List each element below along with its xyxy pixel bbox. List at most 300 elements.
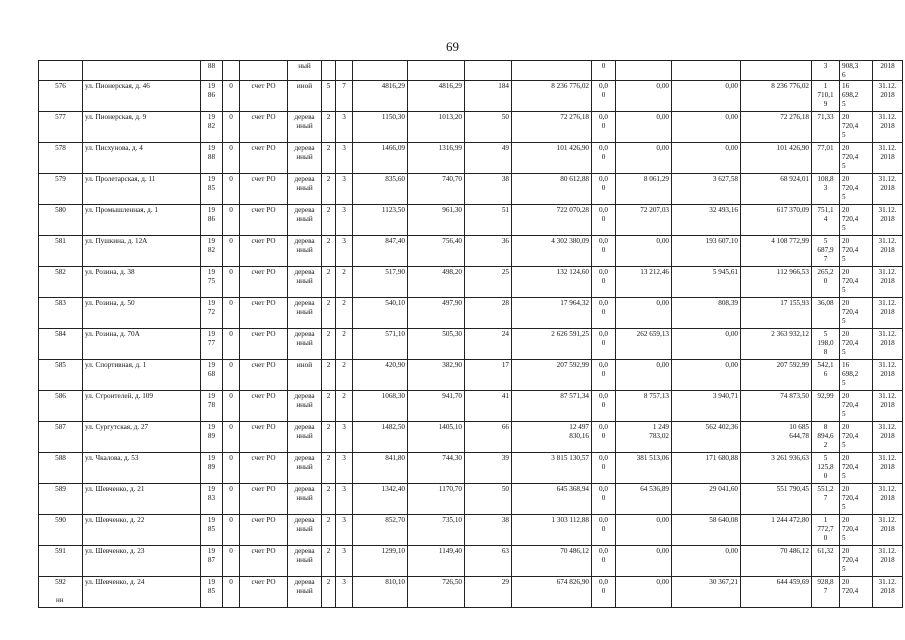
total-area-cell: 1466,09 <box>353 143 408 174</box>
page-number: 69 <box>446 39 459 54</box>
table-row <box>39 391 903 422</box>
entrances-cell: 2 <box>336 329 353 360</box>
entrances-cell: 3 <box>336 453 353 484</box>
living-area-cell: 1316,99 <box>408 143 465 174</box>
wall-material-cell: дерева нный <box>288 329 322 360</box>
total-cost-cell: 101 426,90 <box>512 143 592 174</box>
table-row <box>39 174 903 205</box>
commission-year-cell: 19 68 <box>201 360 223 391</box>
year-cell-cell: 0 <box>223 546 240 577</box>
year-cell-cell: 0 <box>223 484 240 515</box>
limit-cost-cell: 16 698,2 5 <box>840 81 873 112</box>
commission-year-cell: 19 83 <box>201 484 223 515</box>
limit-cost-cell: 20 720,4 <box>840 577 873 608</box>
table-row <box>39 422 903 453</box>
address-cell: ул. Шевченко, д. 22 <box>83 515 201 546</box>
funds-share-1-cell: 0,00 <box>616 112 672 143</box>
address-cell <box>83 61 201 81</box>
completion-date-cell: 31.12. 2018 <box>873 112 903 143</box>
commission-year-cell: 88 <box>201 61 223 81</box>
commission-year-cell: 19 85 <box>201 515 223 546</box>
commission-year-cell: 19 89 <box>201 422 223 453</box>
funds-share-3-cell <box>741 61 812 81</box>
address-cell: ул. Шевченко, д. 23 <box>83 546 201 577</box>
residents-cell: 17 <box>465 360 512 391</box>
entrances-cell: 3 <box>336 515 353 546</box>
funds-share-3-cell: 207 592,99 <box>741 360 812 391</box>
year-cell-cell: 0 <box>223 391 240 422</box>
residents-cell: 50 <box>465 112 512 143</box>
commission-year-cell: 19 75 <box>201 267 223 298</box>
floors-cell: 2 <box>322 205 336 236</box>
wall-material-cell: дерева нный <box>288 174 322 205</box>
residents-cell: 38 <box>465 174 512 205</box>
address-cell: ул. Пушкина, д. 12А <box>83 236 201 267</box>
entrances-cell: 3 <box>336 143 353 174</box>
total-cost-cell: 17 964,32 <box>512 298 592 329</box>
wall-material-cell: дерева нный <box>288 205 322 236</box>
funds-share-2-cell: 171 680,88 <box>672 453 741 484</box>
floors-cell: 2 <box>322 546 336 577</box>
living-area-cell: 1149,40 <box>408 546 465 577</box>
total-area-cell: 852,70 <box>353 515 408 546</box>
residents-cell: 184 <box>465 81 512 112</box>
entrances-cell: 3 <box>336 112 353 143</box>
wall-material-cell: дерева нный <box>288 391 322 422</box>
fund-method-cell: счет РО <box>240 112 288 143</box>
row-number-cell: 583 <box>39 298 83 329</box>
floors-cell: 2 <box>322 453 336 484</box>
funds-share-1-cell: 0,00 <box>616 81 672 112</box>
total-cost-cell: 1 303 112,88 <box>512 515 592 546</box>
completion-date-cell: 31.12. 2018 <box>873 453 903 484</box>
cost-per-sqm-cell: 108,8 3 <box>812 174 840 205</box>
floors-cell: 2 <box>322 112 336 143</box>
funds-share-1-cell: 0,00 <box>616 298 672 329</box>
table-row <box>39 577 903 608</box>
total-area-cell: 1342,40 <box>353 484 408 515</box>
year-cell-cell: 0 <box>223 360 240 391</box>
limit-cost-cell: 20 720,4 5 <box>840 174 873 205</box>
fund-method-cell: счет РО <box>240 329 288 360</box>
address-cell: ул. Шевченко, д. 21 <box>83 484 201 515</box>
commission-year-cell: 19 82 <box>201 236 223 267</box>
funds-share-3-cell: 112 966,53 <box>741 267 812 298</box>
row-number-cell: 589 <box>39 484 83 515</box>
commission-year-cell: 19 78 <box>201 391 223 422</box>
cost-per-sqm-cell: 1 772,7 0 <box>812 515 840 546</box>
living-area-cell <box>408 61 465 81</box>
row-number-cell: 585 <box>39 360 83 391</box>
fund-method-cell: счет РО <box>240 360 288 391</box>
living-area-cell: 498,20 <box>408 267 465 298</box>
year-cell-cell: 0 <box>223 298 240 329</box>
funds-share-2-cell: 32 493,16 <box>672 205 741 236</box>
funds-share-1-cell: 381 513,06 <box>616 453 672 484</box>
floors-cell: 2 <box>322 515 336 546</box>
total-area-cell: 1482,50 <box>353 422 408 453</box>
limit-cost-cell: 20 720,4 5 <box>840 205 873 236</box>
entrances-cell <box>336 61 353 81</box>
total-area-cell: 1068,30 <box>353 391 408 422</box>
wall-material-cell: дерева нный <box>288 236 322 267</box>
funds-share-2-cell: 29 041,60 <box>672 484 741 515</box>
living-area-cell: 756,40 <box>408 236 465 267</box>
year-cell-cell: 0 <box>223 422 240 453</box>
fund-method-cell: счет РО <box>240 143 288 174</box>
cost-per-sqm-cell: 5 125,8 0 <box>812 453 840 484</box>
floors-cell: 2 <box>322 422 336 453</box>
fund-method-cell: счет РО <box>240 298 288 329</box>
completion-date-cell: 31.12. 2018 <box>873 515 903 546</box>
commission-year-cell: 19 88 <box>201 143 223 174</box>
cost-per-sqm-cell: 928,8 7 <box>812 577 840 608</box>
row-number-cell: 577 <box>39 112 83 143</box>
year-cell-cell: 0 <box>223 453 240 484</box>
fund-method-cell: счет РО <box>240 174 288 205</box>
funds-share-1-cell: 0,00 <box>616 546 672 577</box>
table-row <box>39 546 903 577</box>
fund-method-cell: счет РО <box>240 267 288 298</box>
funds-share-2-cell: 0,00 <box>672 329 741 360</box>
residents-cell: 41 <box>465 391 512 422</box>
limit-cost-cell: 20 720,4 5 <box>840 546 873 577</box>
completion-date-cell: 31.12. 2018 <box>873 205 903 236</box>
funds-share-3-cell: 3 261 936,63 <box>741 453 812 484</box>
percent-cell-cell: 0,0 0 <box>592 81 616 112</box>
commission-year-cell: 19 72 <box>201 298 223 329</box>
row-number-cell: 592 <box>39 577 83 608</box>
footer-mark: нн <box>56 596 64 604</box>
year-cell-cell <box>223 61 240 81</box>
wall-material-cell: дерева нный <box>288 484 322 515</box>
wall-material-cell: дерева нный <box>288 143 322 174</box>
row-number-cell: 590 <box>39 515 83 546</box>
living-area-cell: 726,50 <box>408 577 465 608</box>
total-cost-cell <box>512 61 592 81</box>
percent-cell-cell: 0,0 0 <box>592 174 616 205</box>
address-cell: ул. Розина, д. 50 <box>83 298 201 329</box>
percent-cell-cell: 0,0 0 <box>592 236 616 267</box>
total-cost-cell: 132 124,60 <box>512 267 592 298</box>
funds-share-2-cell: 0,00 <box>672 360 741 391</box>
funds-share-3-cell: 1 244 472,80 <box>741 515 812 546</box>
total-area-cell: 841,80 <box>353 453 408 484</box>
floors-cell: 5 <box>322 81 336 112</box>
entrances-cell: 3 <box>336 546 353 577</box>
table-row <box>39 360 903 391</box>
wall-material-cell: дерева нный <box>288 453 322 484</box>
cost-per-sqm-cell: 751,1 4 <box>812 205 840 236</box>
fund-method-cell: счет РО <box>240 484 288 515</box>
total-cost-cell: 70 486,12 <box>512 546 592 577</box>
entrances-cell: 3 <box>336 484 353 515</box>
limit-cost-cell: 20 720,4 5 <box>840 329 873 360</box>
fund-method-cell: счет РО <box>240 453 288 484</box>
percent-cell-cell: 0,0 0 <box>592 298 616 329</box>
living-area-cell: 382,90 <box>408 360 465 391</box>
commission-year-cell: 19 82 <box>201 112 223 143</box>
table-row <box>39 453 903 484</box>
funds-share-1-cell: 1 249 783,02 <box>616 422 672 453</box>
funds-share-1-cell: 13 212,46 <box>616 267 672 298</box>
commission-year-cell: 19 85 <box>201 577 223 608</box>
funds-share-1-cell: 0,00 <box>616 577 672 608</box>
living-area-cell: 497,90 <box>408 298 465 329</box>
living-area-cell: 735,10 <box>408 515 465 546</box>
funds-share-1-cell: 72 207,03 <box>616 205 672 236</box>
wall-material-cell: дерева нный <box>288 546 322 577</box>
percent-cell-cell: 0,0 0 <box>592 577 616 608</box>
residents-cell: 38 <box>465 515 512 546</box>
completion-date-cell: 2018 <box>873 61 903 81</box>
cost-per-sqm-cell: 8 894,6 2 <box>812 422 840 453</box>
entrances-cell: 3 <box>336 236 353 267</box>
cost-per-sqm-cell: 265,2 0 <box>812 267 840 298</box>
total-area-cell: 4816,29 <box>353 81 408 112</box>
funds-share-3-cell: 8 236 776,02 <box>741 81 812 112</box>
row-number-cell: 580 <box>39 205 83 236</box>
living-area-cell: 4816,29 <box>408 81 465 112</box>
funds-share-2-cell: 0,00 <box>672 112 741 143</box>
total-area-cell <box>353 61 408 81</box>
address-cell: ул. Пионерская, д. 46 <box>83 81 201 112</box>
funds-share-2-cell <box>672 61 741 81</box>
wall-material-cell: дерева нный <box>288 422 322 453</box>
address-cell: ул. Розина, д. 38 <box>83 267 201 298</box>
cost-per-sqm-cell: 61,32 <box>812 546 840 577</box>
table-row-continued <box>39 61 903 81</box>
fund-method-cell: счет РО <box>240 81 288 112</box>
row-number-cell: 587 <box>39 422 83 453</box>
percent-cell-cell: 0,0 0 <box>592 205 616 236</box>
residents-cell: 29 <box>465 577 512 608</box>
address-cell: ул. Пионерская, д. 9 <box>83 112 201 143</box>
funds-share-3-cell: 74 873,50 <box>741 391 812 422</box>
living-area-cell: 941,70 <box>408 391 465 422</box>
wall-material-cell: иной <box>288 81 322 112</box>
funds-share-1-cell: 0,00 <box>616 236 672 267</box>
wall-material-cell: ный <box>288 61 322 81</box>
limit-cost-cell: 20 720,4 5 <box>840 515 873 546</box>
total-cost-cell: 12 497 830,16 <box>512 422 592 453</box>
address-cell: ул. Чкалова, д. 53 <box>83 453 201 484</box>
total-cost-cell: 645 368,94 <box>512 484 592 515</box>
funds-share-3-cell: 68 924,01 <box>741 174 812 205</box>
limit-cost-cell: 20 720,4 5 <box>840 391 873 422</box>
funds-share-1-cell: 0,00 <box>616 143 672 174</box>
fund-method-cell: счет РО <box>240 422 288 453</box>
row-number-cell: 582 <box>39 267 83 298</box>
funds-share-1-cell: 64 536,89 <box>616 484 672 515</box>
row-number-cell: 578 <box>39 143 83 174</box>
percent-cell-cell: 0,0 0 <box>592 112 616 143</box>
funds-share-2-cell: 3 940,71 <box>672 391 741 422</box>
total-cost-cell: 80 612,88 <box>512 174 592 205</box>
fund-method-cell: счет РО <box>240 391 288 422</box>
floors-cell: 2 <box>322 143 336 174</box>
total-cost-cell: 2 626 591,25 <box>512 329 592 360</box>
funds-share-2-cell: 5 945,61 <box>672 267 741 298</box>
funds-share-3-cell: 617 370,09 <box>741 205 812 236</box>
wall-material-cell: дерева нный <box>288 515 322 546</box>
year-cell-cell: 0 <box>223 329 240 360</box>
funds-share-1-cell: 0,00 <box>616 515 672 546</box>
limit-cost-cell: 20 720,4 5 <box>840 267 873 298</box>
completion-date-cell: 31.12. 2018 <box>873 143 903 174</box>
completion-date-cell: 31.12. 2018 <box>873 236 903 267</box>
commission-year-cell: 19 89 <box>201 453 223 484</box>
address-cell: ул. Строителей, д. 109 <box>83 391 201 422</box>
completion-date-cell: 31.12. 2018 <box>873 329 903 360</box>
limit-cost-cell: 20 720,4 5 <box>840 298 873 329</box>
funds-share-3-cell: 551 790,45 <box>741 484 812 515</box>
funds-share-3-cell: 101 426,90 <box>741 143 812 174</box>
funds-share-1-cell: 262 659,13 <box>616 329 672 360</box>
year-cell-cell: 0 <box>223 81 240 112</box>
total-cost-cell: 87 571,34 <box>512 391 592 422</box>
cost-per-sqm-cell: 542,1 6 <box>812 360 840 391</box>
percent-cell-cell: 0,0 0 <box>592 391 616 422</box>
total-cost-cell: 4 302 380,09 <box>512 236 592 267</box>
living-area-cell: 505,30 <box>408 329 465 360</box>
row-number-cell <box>39 61 83 81</box>
commission-year-cell: 19 77 <box>201 329 223 360</box>
funds-share-3-cell: 70 486,12 <box>741 546 812 577</box>
total-area-cell: 540,10 <box>353 298 408 329</box>
living-area-cell: 961,30 <box>408 205 465 236</box>
total-cost-cell: 8 236 776,02 <box>512 81 592 112</box>
commission-year-cell: 19 86 <box>201 205 223 236</box>
limit-cost-cell: 16 698,2 5 <box>840 360 873 391</box>
completion-date-cell: 31.12. 2018 <box>873 484 903 515</box>
wall-material-cell: дерева нный <box>288 577 322 608</box>
floors-cell: 2 <box>322 236 336 267</box>
floors-cell: 2 <box>322 174 336 205</box>
table-row <box>39 515 903 546</box>
address-cell: ул. Розина, д. 70А <box>83 329 201 360</box>
address-cell: ул. Пролетарская, д. 11 <box>83 174 201 205</box>
residents-cell: 36 <box>465 236 512 267</box>
total-area-cell: 810,10 <box>353 577 408 608</box>
funds-share-1-cell: 8 757,13 <box>616 391 672 422</box>
residents-cell: 28 <box>465 298 512 329</box>
limit-cost-cell: 908,3 6 <box>840 61 873 81</box>
funds-share-1-cell: 8 061,29 <box>616 174 672 205</box>
table-row <box>39 205 903 236</box>
floors-cell: 2 <box>322 577 336 608</box>
cost-per-sqm-cell: 1 710,1 9 <box>812 81 840 112</box>
table-row <box>39 112 903 143</box>
year-cell-cell: 0 <box>223 112 240 143</box>
residents-cell: 50 <box>465 484 512 515</box>
funds-share-2-cell: 0,00 <box>672 81 741 112</box>
address-cell: ул. Писхунова, д. 4 <box>83 143 201 174</box>
total-area-cell: 1299,10 <box>353 546 408 577</box>
living-area-cell: 1170,70 <box>408 484 465 515</box>
completion-date-cell: 31.12. 2018 <box>873 81 903 112</box>
floors-cell: 2 <box>322 360 336 391</box>
completion-date-cell: 31.12. 2018 <box>873 577 903 608</box>
row-number-cell: 586 <box>39 391 83 422</box>
year-cell-cell: 0 <box>223 143 240 174</box>
residents-cell: 39 <box>465 453 512 484</box>
address-cell: ул. Спортивная, д. 1 <box>83 360 201 391</box>
table-row <box>39 143 903 174</box>
funds-share-3-cell: 72 276,18 <box>741 112 812 143</box>
funds-share-1-cell <box>616 61 672 81</box>
total-area-cell: 1150,30 <box>353 112 408 143</box>
percent-cell-cell: 0,0 0 <box>592 515 616 546</box>
cost-per-sqm-cell: 36,08 <box>812 298 840 329</box>
row-number-cell: 579 <box>39 174 83 205</box>
year-cell-cell: 0 <box>223 205 240 236</box>
percent-cell-cell: 0,0 0 <box>592 484 616 515</box>
total-area-cell: 517,90 <box>353 267 408 298</box>
row-number-cell: 591 <box>39 546 83 577</box>
funds-share-3-cell: 2 363 932,12 <box>741 329 812 360</box>
wall-material-cell: дерева нный <box>288 298 322 329</box>
floors-cell: 2 <box>322 298 336 329</box>
table-row <box>39 81 903 112</box>
limit-cost-cell: 20 720,4 5 <box>840 236 873 267</box>
commission-year-cell: 19 87 <box>201 546 223 577</box>
wall-material-cell: дерева нный <box>288 112 322 143</box>
funds-share-2-cell: 3 627,58 <box>672 174 741 205</box>
table-row <box>39 298 903 329</box>
year-cell-cell: 0 <box>223 236 240 267</box>
entrances-cell: 3 <box>336 174 353 205</box>
total-cost-cell: 207 592,99 <box>512 360 592 391</box>
floors-cell: 2 <box>322 329 336 360</box>
year-cell-cell: 0 <box>223 577 240 608</box>
cost-per-sqm-cell: 5 198,0 8 <box>812 329 840 360</box>
funds-share-2-cell: 193 607,10 <box>672 236 741 267</box>
commission-year-cell: 19 86 <box>201 81 223 112</box>
address-cell: ул. Шевченко, д. 24 <box>83 577 201 608</box>
row-number-cell: 584 <box>39 329 83 360</box>
residents-cell: 25 <box>465 267 512 298</box>
percent-cell-cell: 0,0 0 <box>592 143 616 174</box>
year-cell-cell: 0 <box>223 515 240 546</box>
row-number-cell: 581 <box>39 236 83 267</box>
fund-method-cell <box>240 61 288 81</box>
funds-share-2-cell: 0,00 <box>672 546 741 577</box>
fund-method-cell: счет РО <box>240 205 288 236</box>
percent-cell-cell: 0,0 0 <box>592 329 616 360</box>
completion-date-cell: 31.12. 2018 <box>873 546 903 577</box>
total-area-cell: 1123,50 <box>353 205 408 236</box>
funds-share-3-cell: 644 459,69 <box>741 577 812 608</box>
entrances-cell: 2 <box>336 360 353 391</box>
funds-share-2-cell: 58 640,08 <box>672 515 741 546</box>
fund-method-cell: счет РО <box>240 546 288 577</box>
percent-cell-cell: 0,0 0 <box>592 422 616 453</box>
total-cost-cell: 72 276,18 <box>512 112 592 143</box>
total-cost-cell: 674 826,90 <box>512 577 592 608</box>
percent-cell-cell: 0,0 0 <box>592 546 616 577</box>
residents-cell: 49 <box>465 143 512 174</box>
year-cell-cell: 0 <box>223 267 240 298</box>
total-area-cell: 835,60 <box>353 174 408 205</box>
percent-cell-cell: 0,0 0 <box>592 267 616 298</box>
entrances-cell: 2 <box>336 298 353 329</box>
completion-date-cell: 31.12. 2018 <box>873 391 903 422</box>
funds-share-3-cell: 10 685 644,78 <box>741 422 812 453</box>
limit-cost-cell: 20 720,4 5 <box>840 422 873 453</box>
total-cost-cell: 722 070,28 <box>512 205 592 236</box>
floors-cell <box>322 61 336 81</box>
